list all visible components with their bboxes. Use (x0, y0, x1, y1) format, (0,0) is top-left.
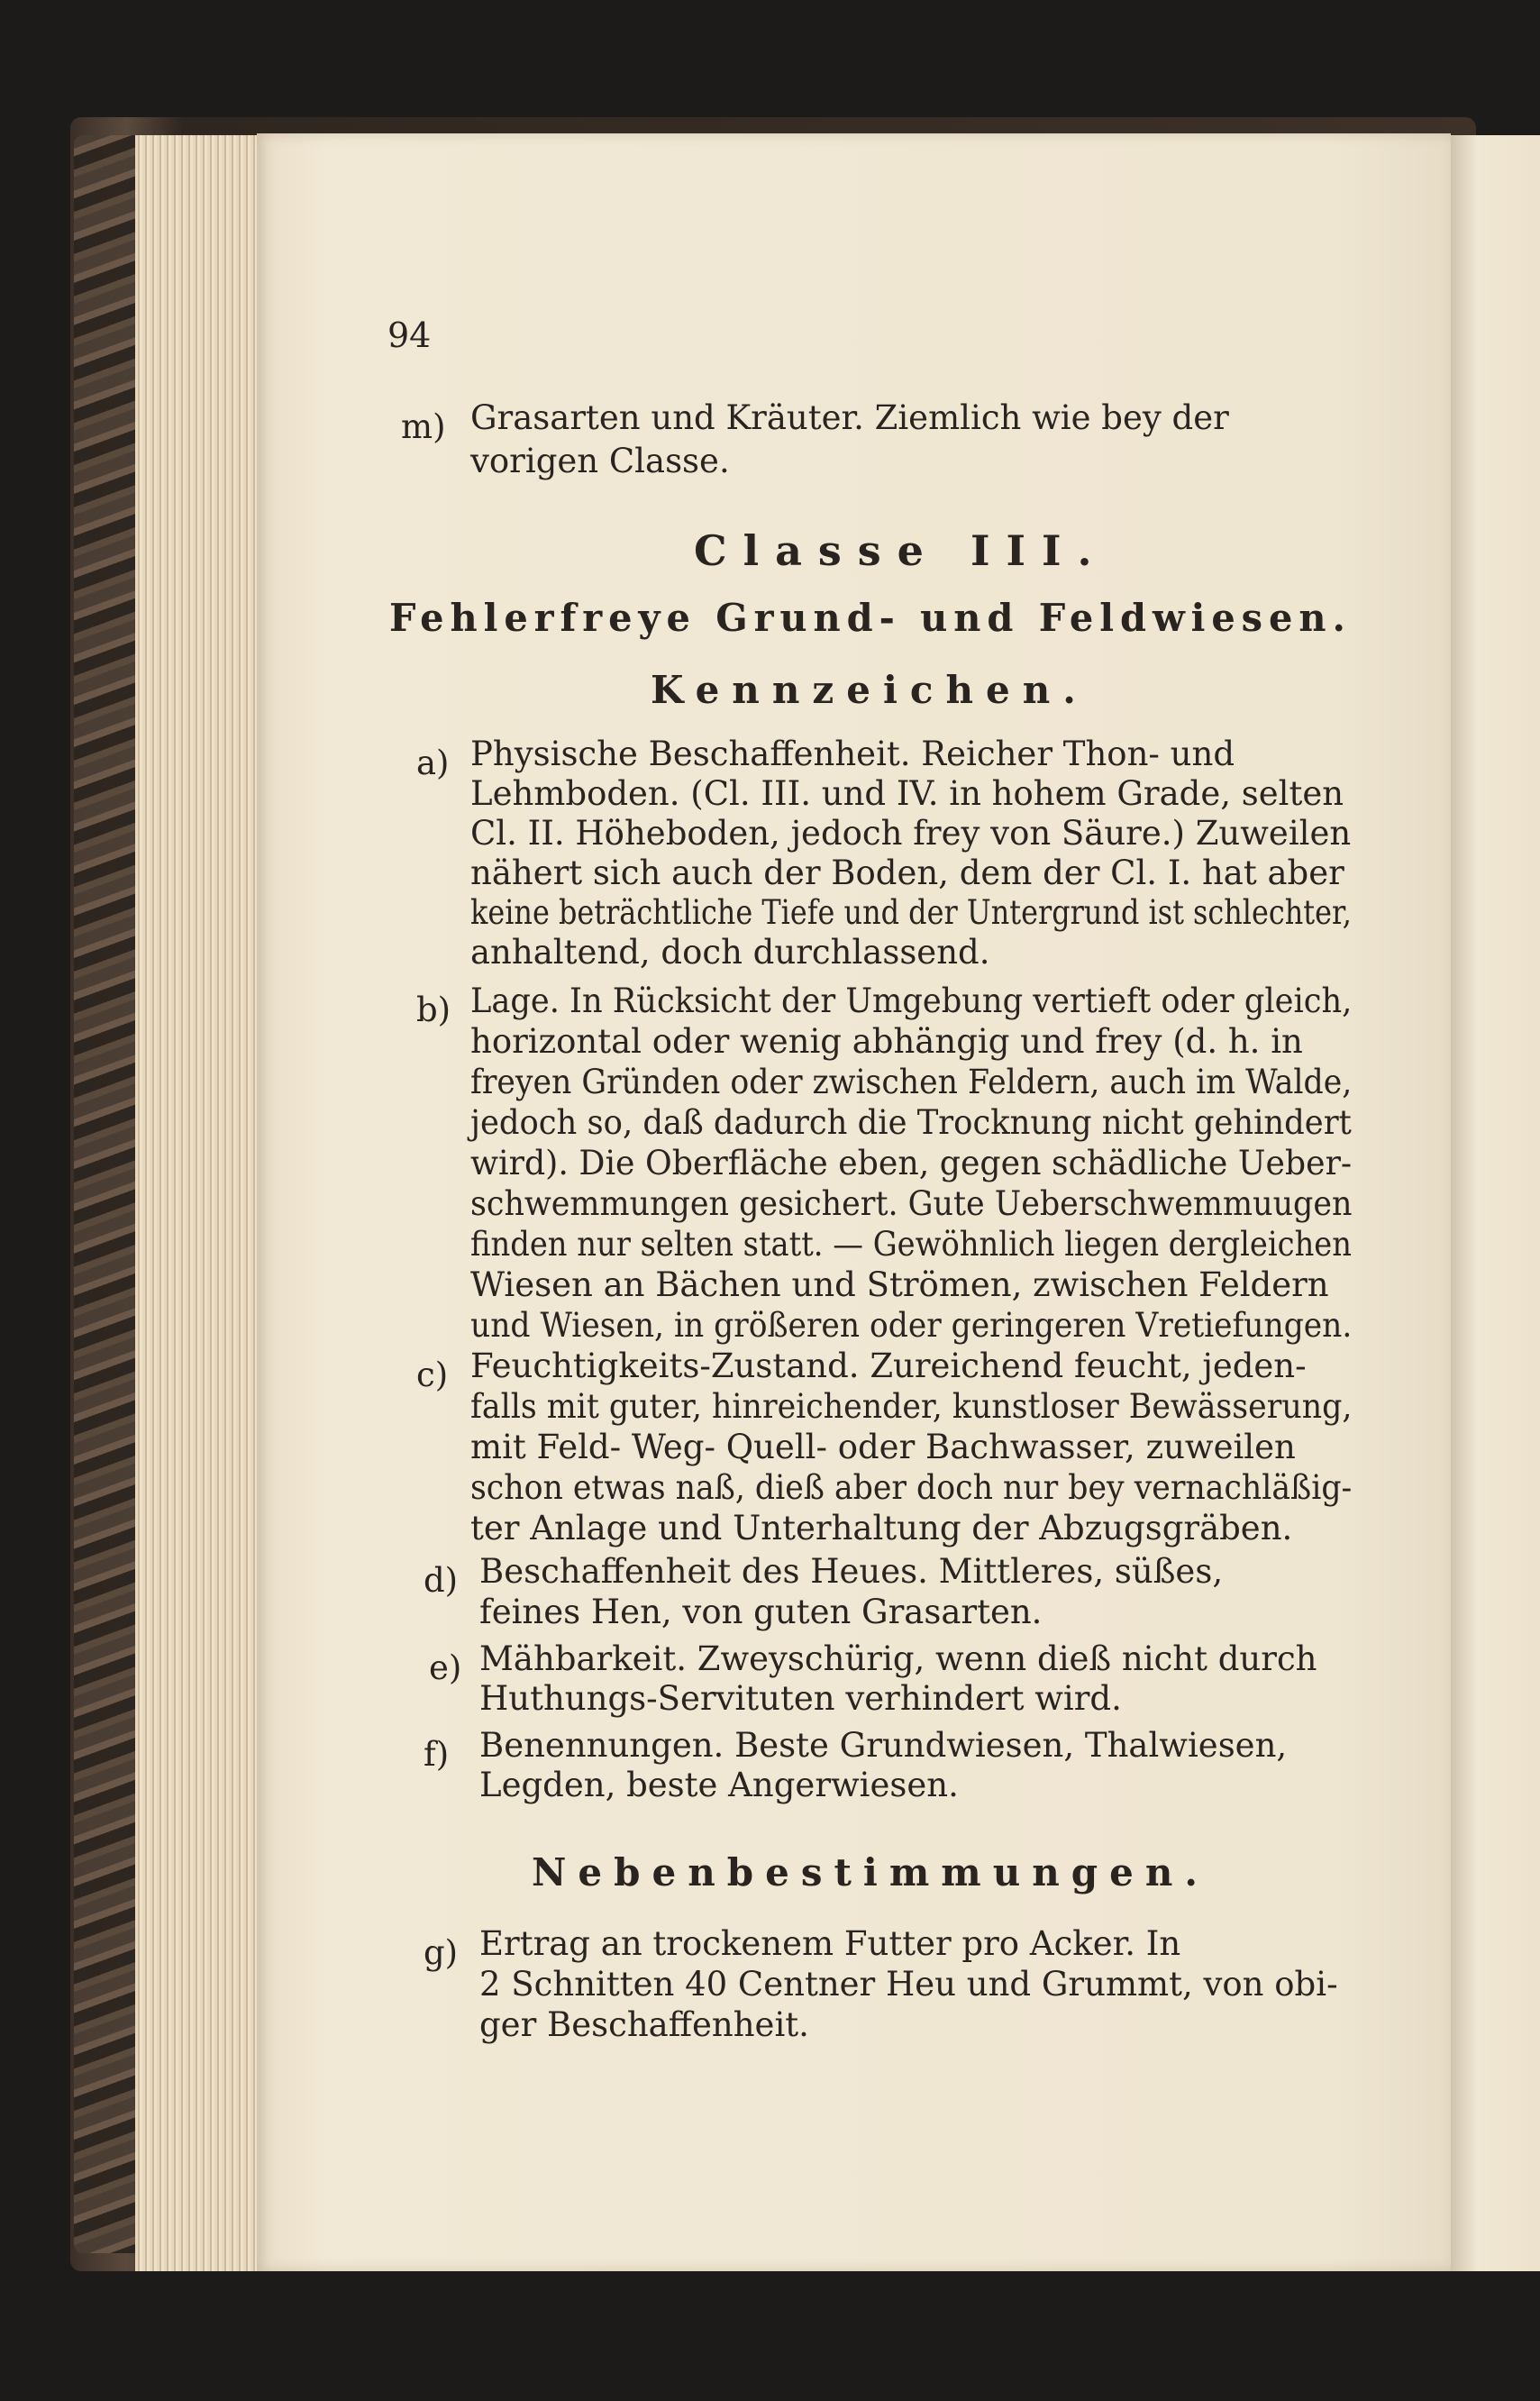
heading-subtitle: Fehlerfreye Grund- und Feldwiesen. (389, 596, 1352, 640)
heading-kennzeichen: Kennzeichen. (651, 668, 1089, 712)
item-b-line-6: schwemmungen gesichert. Gute Ueberschwemmuugen (470, 1184, 1353, 1223)
item-marker-m: m) (401, 407, 446, 446)
item-a-line-3: Cl. II. Höheboden, jedoch frey von Säure.) Zuweilen (470, 814, 1352, 853)
page-number: 94 (387, 315, 432, 355)
heading-classe: Classe III. (694, 526, 1108, 575)
item-a-line-6: anhaltend, doch durchlassend. (470, 933, 990, 972)
item-f-line-2: Legden, beste Angerwiesen. (479, 1766, 959, 1804)
item-c-line-1: Feuchtigkeits-Zustand. Zureichend feucht, jeden- (470, 1347, 1307, 1385)
item-marker-e: e) (429, 1648, 462, 1687)
item-b-line-2: horizontal oder wenig abhängig und frey (d. h. in (470, 1022, 1303, 1061)
item-g-line-3: ger Beschaffenheit. (479, 2005, 809, 2044)
item-g-line-1: Ertrag an trockenem Futter pro Acker. In (479, 1924, 1181, 1963)
item-e-line-1: Mähbarkeit. Zweyschürig, wenn dieß nicht durch (479, 1639, 1317, 1678)
item-c-line-3: mit Feld- Weg- Quell- oder Bachwasser, zuweilen (470, 1428, 1296, 1466)
item-f-line-1: Benennungen. Beste Grundwiesen, Thalwiesen, (479, 1726, 1288, 1765)
item-marker-b: b) (416, 991, 451, 1029)
item-b-line-9: und Wiesen, in größeren oder geringeren Vretiefungen. (470, 1306, 1353, 1345)
item-marker-c: c) (416, 1356, 449, 1394)
heading-nebenbestimmungen: Nebenbestimmungen. (532, 1850, 1210, 1894)
item-d-line-2: feines Hen, von guten Grasarten. (479, 1593, 1043, 1631)
item-c-line-2: falls mit guter, hinreichender, kunstloser Bewässerung, (470, 1387, 1353, 1426)
item-b-line-3: freyen Gründen oder zwischen Feldern, auch im Walde, (470, 1063, 1353, 1101)
item-c-line-5: ter Anlage und Unterhaltung der Abzugsgräben. (470, 1509, 1293, 1547)
item-d-line-1: Beschaffenheit des Heues. Mittleres, süßes, (479, 1552, 1224, 1591)
item-e-line-2: Huthungs-Servituten verhindert wird. (479, 1679, 1122, 1718)
item-b-line-7: finden nur selten statt. — Gewöhnlich liegen dergleichen (470, 1225, 1353, 1264)
item-a-line-5: keine beträchtliche Tiefe und der Untergrund ist schlechter, (470, 893, 1352, 932)
item-b-line-4: jedoch so, daß dadurch die Trocknung nicht gehindert (470, 1103, 1352, 1142)
item-marker-a: a) (416, 744, 450, 782)
item-c-line-4: schon etwas naß, dieß aber doch nur bey vernachläßig- (470, 1468, 1353, 1507)
item-a-line-4: nähert sich auch der Boden, dem der Cl. I. hat aber (470, 854, 1344, 892)
item-g-line-2: 2 Schnitten 40 Centner Heu und Grummt, von obi- (479, 1965, 1338, 2004)
item-marker-g: g) (424, 1933, 459, 1972)
item-a-line-1: Physische Beschaffenheit. Reicher Thon- und (470, 735, 1235, 773)
item-a-line-2: Lehmboden. (Cl. III. und IV. in hohem Grade, selten (470, 774, 1344, 813)
item-b-line-8: Wiesen an Bächen und Strömen, zwischen Feldern (470, 1265, 1329, 1304)
item-marker-d: d) (424, 1561, 459, 1600)
item-b-line-1: Lage. In Rücksicht der Umgebung vertieft oder gleich, (470, 981, 1353, 1020)
intro-line-1: Grasarten und Kräuter. Ziemlich wie bey der (470, 398, 1229, 437)
item-marker-f: f) (424, 1735, 450, 1774)
intro-line-2: vorigen Classe. (470, 442, 730, 480)
item-b-line-5: wird). Die Oberfläche eben, gegen schädliche Ueber- (470, 1144, 1353, 1182)
